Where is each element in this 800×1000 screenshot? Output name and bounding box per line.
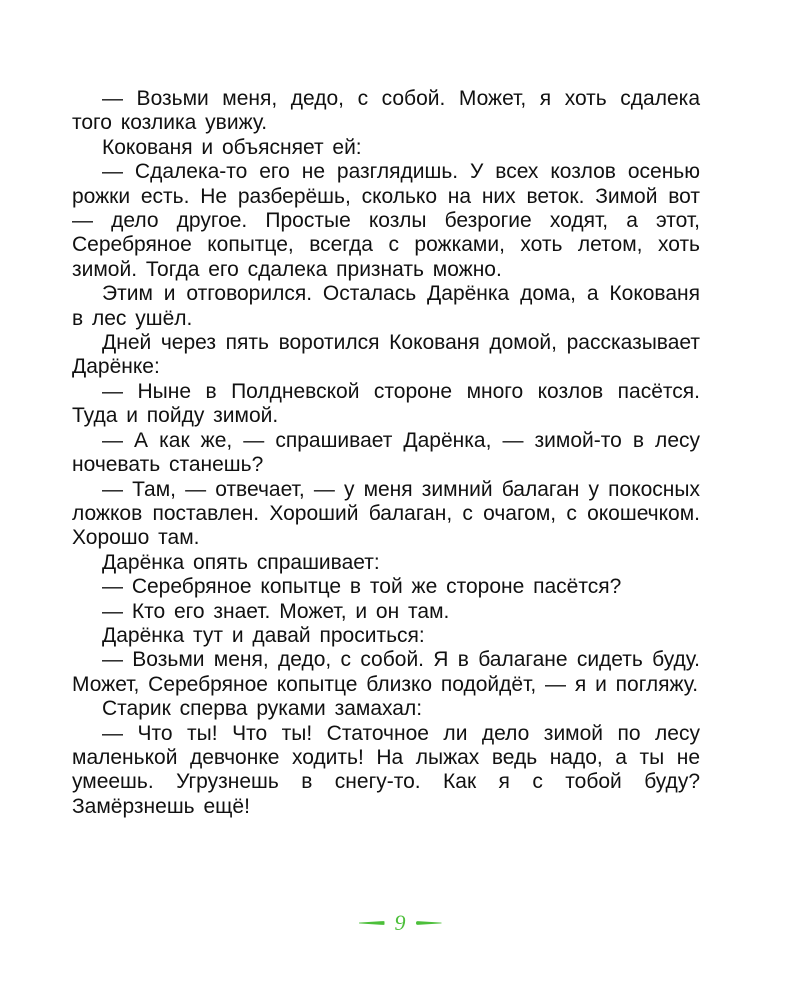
- paragraph: — Ныне в Полдневской стороне много козлов пасётся. Туда и пойду зимой.: [72, 379, 700, 428]
- right-dash-ornament: [416, 921, 442, 925]
- paragraph: — Кто его знает. Может, и он там.: [102, 599, 450, 623]
- paragraph: — Что ты! Что ты! Статочное ли дело зимой по лесу маленькой девчонке ходить! На лыжах ведь надо, а ты не умеешь. Угрузнешь в снегу-то. Как я с тобой буду? Замёрзнешь ещё!: [72, 721, 700, 818]
- paragraph: Дарёнка тут и давай проситься:: [102, 623, 425, 647]
- paragraph: — Сдалека-то его не разглядишь. У всех козлов осенью рожки есть. Не разберёшь, сколько на них веток. Зимой вот — дело другое. Простые козлы безрогие ходят, а этот, Серебряное копытце, всегда с рожками, хоть летом, хоть зимой. Тогда его сдалека признать можно.: [72, 160, 700, 281]
- paragraph: — Там, — отвечает, — у меня зимний балаган у покосных ложков поставлен. Хороший балаган, с очагом, с окошечком. Хорошо там.: [72, 477, 700, 550]
- paragraph: — Возьми меня, дедо, с собой. Может, я хоть сдалека того козлика увижу.: [72, 87, 700, 135]
- page-text: [72, 87, 700, 819]
- left-dash-ornament: [359, 921, 385, 925]
- paragraph: Старик сперва руками замахал:: [102, 697, 423, 721]
- paragraph: Кокованя и объясняет ей:: [102, 135, 362, 159]
- paragraph: Дней через пять воротился Кокованя домой, рассказывает Дарёнке:: [72, 331, 700, 379]
- paragraph: Этим и отговорился. Осталась Дарёнка дома, а Кокованя в лес ушёл.: [72, 282, 700, 330]
- page-number: 9: [394, 910, 406, 935]
- paragraph: Дарёнка опять спрашивает:: [102, 550, 380, 574]
- paragraph: — Серебряное копытце в той же стороне пасётся?: [102, 575, 622, 599]
- paragraph: — А как же, — спрашивает Дарёнка, — зимой-то в лесу ночевать станешь?: [72, 428, 700, 477]
- paragraph: — Возьми меня, дедо, с собой. Я в балагане сидеть буду. Может, Серебряное копытце близко подойдёт, — я и погляжу.: [72, 648, 700, 696]
- page-footer: [0, 908, 800, 938]
